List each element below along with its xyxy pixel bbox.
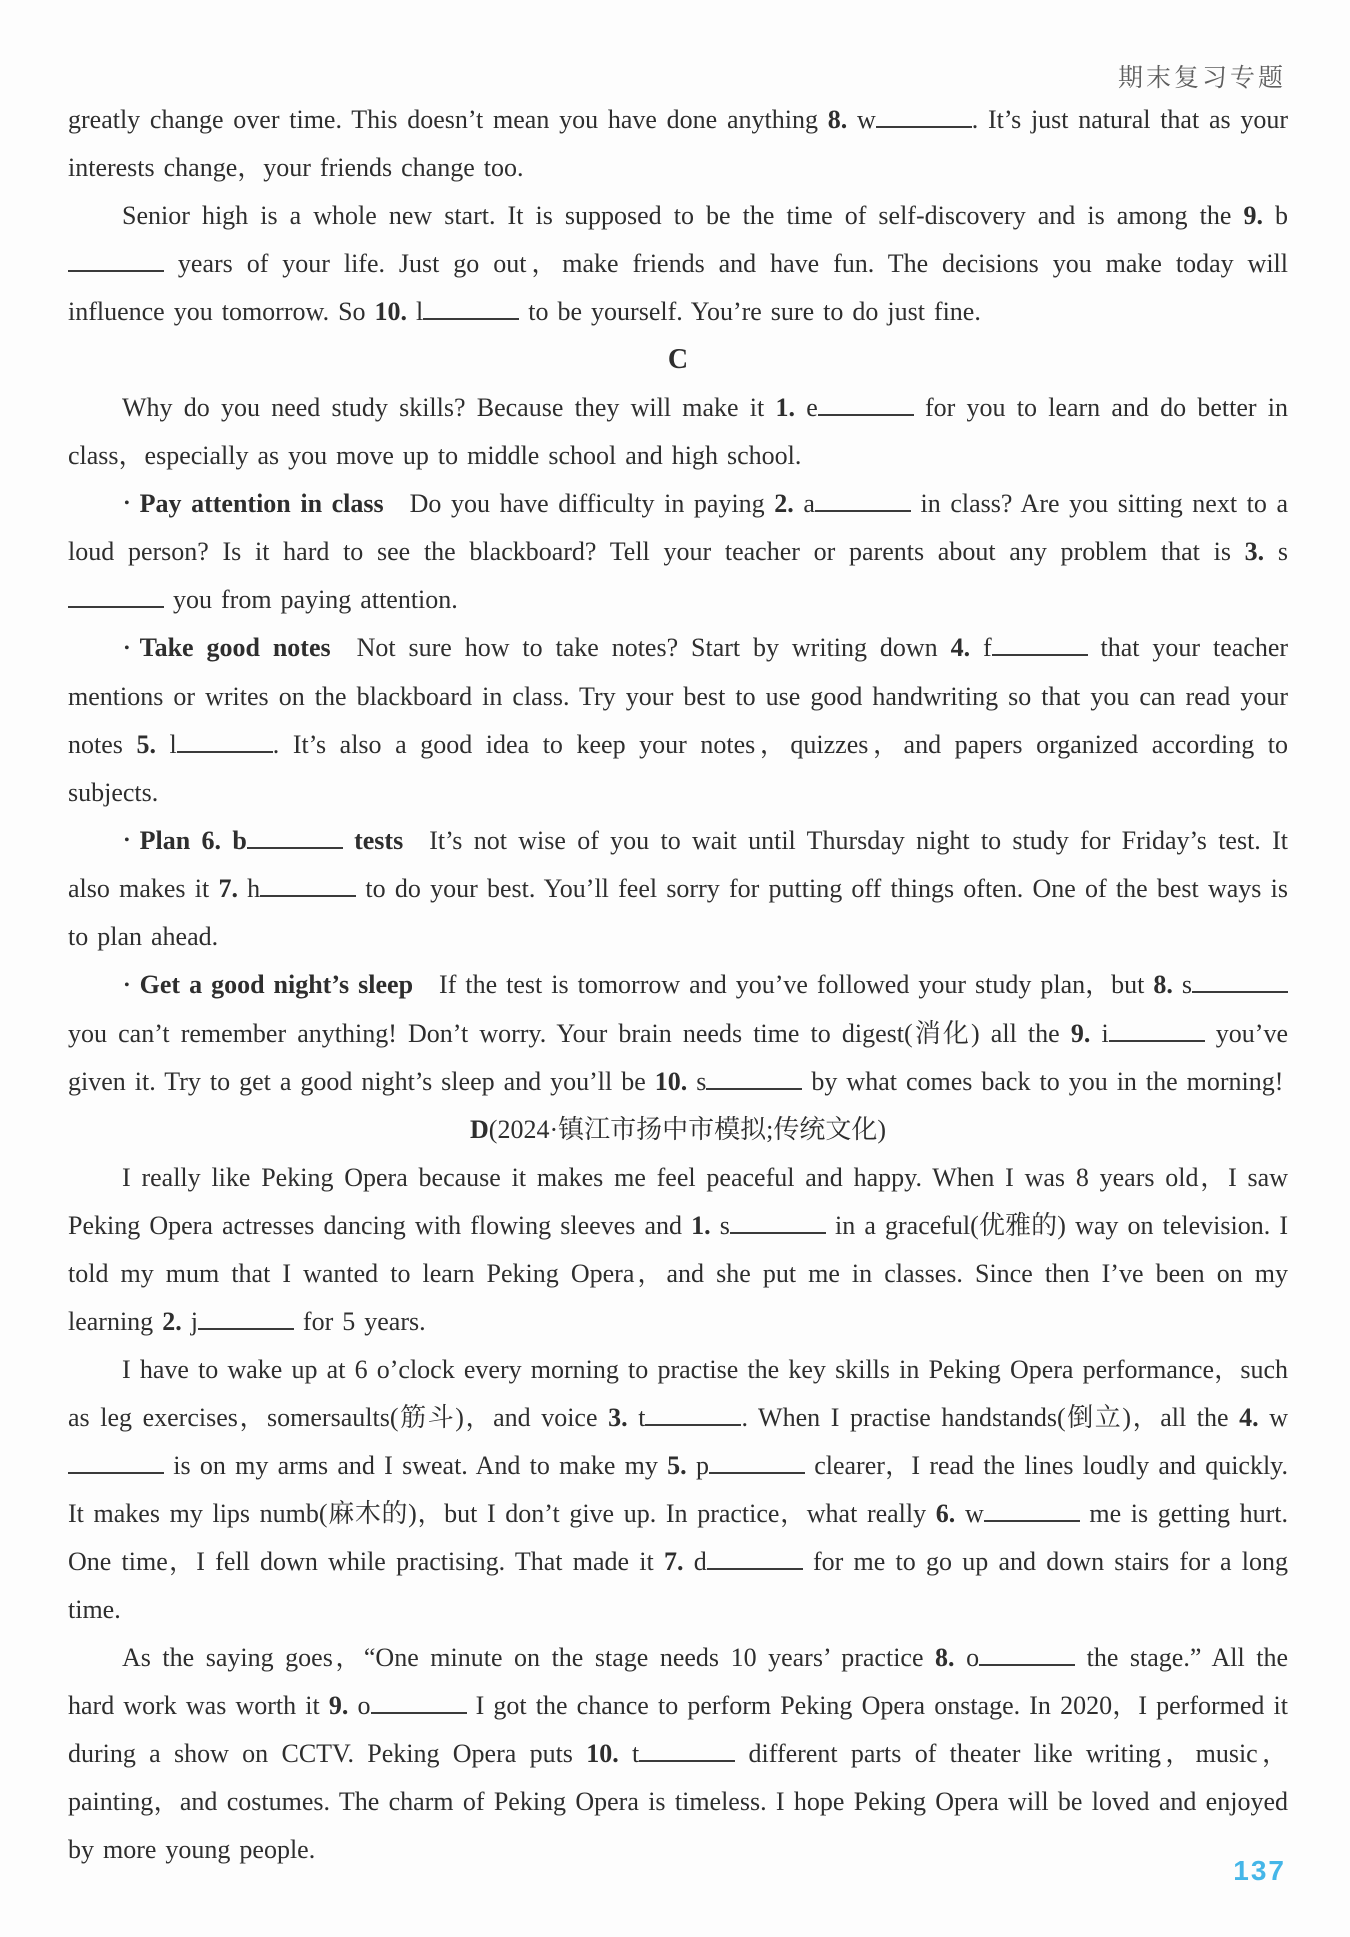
fill-blank-6 — [247, 821, 343, 849]
bold-text: 9. — [1243, 201, 1275, 230]
bullet-plan-tests: • Plan 6. b tests It’s not wise of you to wait until Thursday night to study for Friday’s test. It also makes it 7. h to do your best. You’ll feel sorry for putting off things often. One of the best ways is to plan ahead. — [68, 817, 1288, 961]
bold-text: 10. — [586, 1738, 633, 1768]
fill-blank-9 — [68, 244, 164, 272]
bold-text: 8. — [935, 1642, 967, 1672]
bullet-heading: Pay attention in class — [139, 489, 384, 518]
bold-text: 10. — [654, 1066, 697, 1096]
fill-blank-1 — [730, 1206, 826, 1234]
fill-blank-10 — [423, 292, 519, 320]
bold-text: 3. — [608, 1402, 639, 1432]
bullet-icon: • — [124, 639, 130, 657]
fill-blank-8 — [1192, 965, 1288, 993]
fill-blank-5 — [177, 725, 273, 753]
bold-text: 7. — [218, 874, 248, 904]
fill-blank-8 — [979, 1638, 1075, 1666]
bold-text: 8. — [1153, 970, 1182, 1000]
bold-text: 2. — [162, 1306, 191, 1336]
paragraph-senior-high: Senior high is a whole new start. It is supposed to be the time of self-discovery and is among the 9. b years of your life. Just go out，make friends and have fun. The decisions you make today will influence you tomorrow. So 10. l to be yourself. You’re sure to do just fine. — [68, 201, 1288, 326]
fill-blank-7 — [260, 869, 356, 897]
paragraph-peking-opera-1: I really like Peking Opera because it makes me feel peaceful and happy. When I was 8 years old，I saw Peking Opera actresses dancing with flowing sleeves and 1. s in a graceful(优雅的) way on television. I told my mum that I wanted to learn Peking Opera，and she put me in classes. Since then I’ve been on my learning 2. j for 5 years. — [68, 1162, 1288, 1336]
bold-text: 10. — [374, 297, 417, 326]
bullet-icon: • — [124, 495, 130, 513]
bullet-icon: • — [124, 832, 130, 850]
fill-blank-3 — [68, 580, 164, 608]
bold-text: 6. — [935, 1498, 965, 1528]
fill-blank-2 — [198, 1302, 294, 1330]
bold-text: 9. — [328, 1690, 358, 1720]
fill-blank-6 — [984, 1494, 1080, 1522]
fill-blank-4 — [68, 1446, 164, 1474]
fill-blank-4 — [992, 628, 1088, 656]
bold-text: 5. — [136, 729, 170, 759]
bullet-good-night-sleep: • Get a good night’s sleep If the test is tomorrow and you’ve followed your study plan，but 8. s you can’t remember anything! Don’t worry. Your brain needs time to digest(消化) all the 9. i you’ve given it. Try to get a good night’s sleep and you’ll be 10. s by what comes back to you in the morning! — [68, 961, 1288, 1105]
fill-blank-1 — [818, 388, 914, 416]
bullet-take-good-notes: • Take good notes Not sure how to take notes? Start by writing down 4. f that your teacher mentions or writes on the blackboard in class. Try your best to use good handwriting so that you can read your notes 5. l . It’s also a good idea to keep your notes，quizzes，and papers organized according to subjects. — [68, 624, 1288, 816]
fill-blank-9 — [1109, 1014, 1205, 1042]
paragraph-peking-opera-3: As the saying goes，“One minute on the stage needs 10 years’ practice 8. o the stage.” All the hard work was worth it 9. o I got the chance to perform Peking Opera onstage. In 2020，I performed it during a show on CCTV. Peking Opera puts 10. t different parts of theater like writing，music，painting，and costumes. The charm of Peking Opera is timeless. I hope Peking Opera will be loved and enjoyed by more young people. — [68, 1634, 1288, 1874]
bullet-icon: • — [124, 976, 130, 994]
bold-text: D — [470, 1114, 489, 1144]
bullet-heading: Get a good night’s sleep — [139, 970, 414, 1000]
bold-text: 4. — [1239, 1402, 1270, 1432]
bold-text: Plan 6. b — [139, 825, 247, 855]
page-header-title: 期末复习专题 — [1117, 64, 1286, 92]
bold-text: 8. — [827, 105, 857, 134]
paragraph-continuation: greatly change over time. This doesn’t mean you have done anything 8. w . It’s just natural that as your interests change，your friends change too. — [68, 96, 1288, 192]
fill-blank-9 — [371, 1686, 467, 1714]
fill-blank-10 — [639, 1734, 735, 1762]
bold-text: tests — [342, 825, 404, 855]
page-number: 137 — [1233, 1855, 1286, 1886]
section-heading-c — [68, 336, 1288, 384]
section-heading-d: D(2024·镇江市扬中市模拟;传统文化) — [470, 1114, 886, 1144]
bold-text: 2. — [774, 489, 804, 518]
bold-text: 9. — [1070, 1018, 1102, 1048]
bullet-pay-attention: • Pay attention in class Do you have difficulty in paying 2. a in class? Are you sitting next to a loud person? Is it hard to see the blackboard? Tell your teacher or parents about any problem that is 3. s you from paying attention. — [68, 480, 1288, 624]
page-body — [68, 96, 1288, 1874]
fill-blank-8 — [876, 100, 972, 128]
fill-blank-5 — [709, 1446, 805, 1474]
bold-text: 1. — [775, 393, 807, 422]
paragraph-study-skills-intro: Why do you need study skills? Because they will make it 1. e for you to learn and do better in class，especially as you move up to middle school and high school. — [68, 384, 1288, 480]
paragraph-peking-opera-2: I have to wake up at 6 o’clock every morning to practise the key skills in Peking Opera performance，such as leg exercises，somersaults(筋斗)，and voice 3. t . When I practise handstands(倒立)，all the 4. w is on my arms and I sweat. And to make my 5. p clearer，I read the lines loudly and quickly. It makes my lips numb(麻木的)，but I don’t give up. In practice，what really 6. w me is getting hurt. One time，I fell down while practising. That made it 7. d for me to go up and down stairs for a long time. — [68, 1354, 1289, 1624]
fill-blank-3 — [645, 1398, 741, 1426]
bullet-heading: Take good notes — [139, 633, 331, 663]
fill-blank-7 — [707, 1542, 803, 1570]
bold-text: 3. — [1244, 537, 1278, 567]
fill-blank-2 — [815, 484, 911, 512]
bold-text: 5. — [667, 1450, 696, 1480]
fill-blank-10 — [706, 1062, 802, 1090]
bold-text: 7. — [664, 1546, 694, 1576]
bold-text: 4. — [950, 633, 983, 663]
bold-text: C — [667, 344, 689, 375]
bold-text: 1. — [691, 1210, 720, 1240]
